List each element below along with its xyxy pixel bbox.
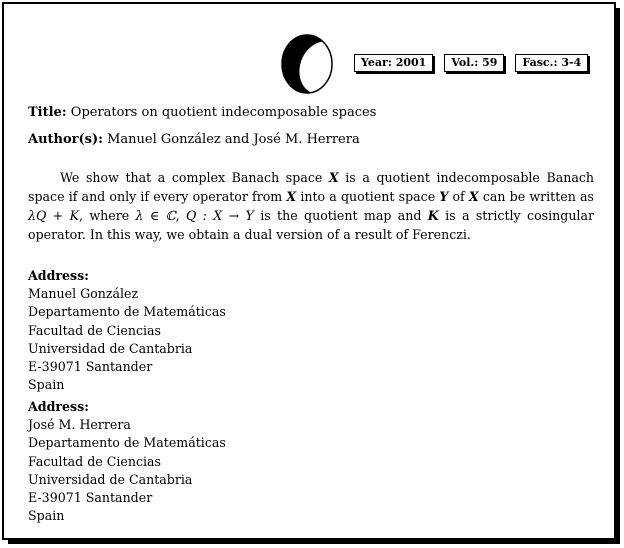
abstract [28, 168, 594, 244]
issue-badges [354, 54, 588, 72]
abstract-text: into a quotient space [296, 189, 440, 204]
address-line: Spain [28, 377, 65, 393]
math-var: K [427, 208, 439, 223]
abstract-text: We show that a complex Banach space [60, 170, 329, 185]
abstract-text: is the quotient map and [253, 208, 428, 223]
authors-text: Manuel González and José M. Herrera [107, 132, 360, 147]
abstract-text: , where [79, 208, 136, 223]
address-line: Spain [28, 508, 65, 524]
article-card [2, 2, 616, 540]
math-formula: λQ + K [28, 208, 79, 223]
math-formula: λ ∈ ℂ [135, 208, 176, 223]
abstract-text: is a strictly cosingular operator. In this way, we obtain a dual version of a result of Ferenczi. [28, 208, 594, 242]
address-line: Departamento de Matemáticas [28, 304, 226, 320]
authors-label: Author(s): [28, 132, 103, 147]
volume-badge: Vol.: 59 [444, 54, 504, 72]
address-line: Facultad de Ciencias [28, 322, 162, 338]
math-formula: Q : X → Y [185, 208, 254, 223]
moon-logo-icon [280, 33, 334, 95]
address-line: José M. Herrera [28, 417, 131, 433]
math-var: X [286, 189, 297, 204]
address-line: E-39071 Santander [28, 490, 153, 506]
address-line: Manuel González [28, 286, 139, 302]
title-text: Operators on quotient indecomposable spaces [70, 105, 377, 120]
title-label: Title: [28, 105, 67, 120]
address-label: Address: [28, 399, 89, 414]
fascicle-badge: Fasc.: 3-4 [515, 54, 588, 72]
address-line: Departamento de Matemáticas [28, 435, 226, 451]
address-line: Universidad de Cantabria [28, 340, 193, 356]
address-block-2 [28, 398, 226, 525]
math-var: X [468, 189, 479, 204]
address-line: E-39071 Santander [28, 359, 153, 375]
address-label: Address: [28, 268, 89, 283]
year-badge: Year: 2001 [354, 54, 433, 72]
abstract-text: is a quotient indecomposable Banach space if and only if every operator from [28, 170, 594, 204]
article-title [28, 105, 376, 120]
math-var: Y [439, 189, 449, 204]
abstract-text: can be written as [478, 189, 595, 204]
address-block-1 [28, 267, 226, 394]
abstract-text: of [448, 189, 469, 204]
address-line: Universidad de Cantabria [28, 471, 193, 487]
math-var: X [328, 170, 339, 185]
article-authors [28, 132, 360, 147]
address-line: Facultad de Ciencias [28, 453, 162, 469]
abstract-text: , [175, 208, 186, 223]
